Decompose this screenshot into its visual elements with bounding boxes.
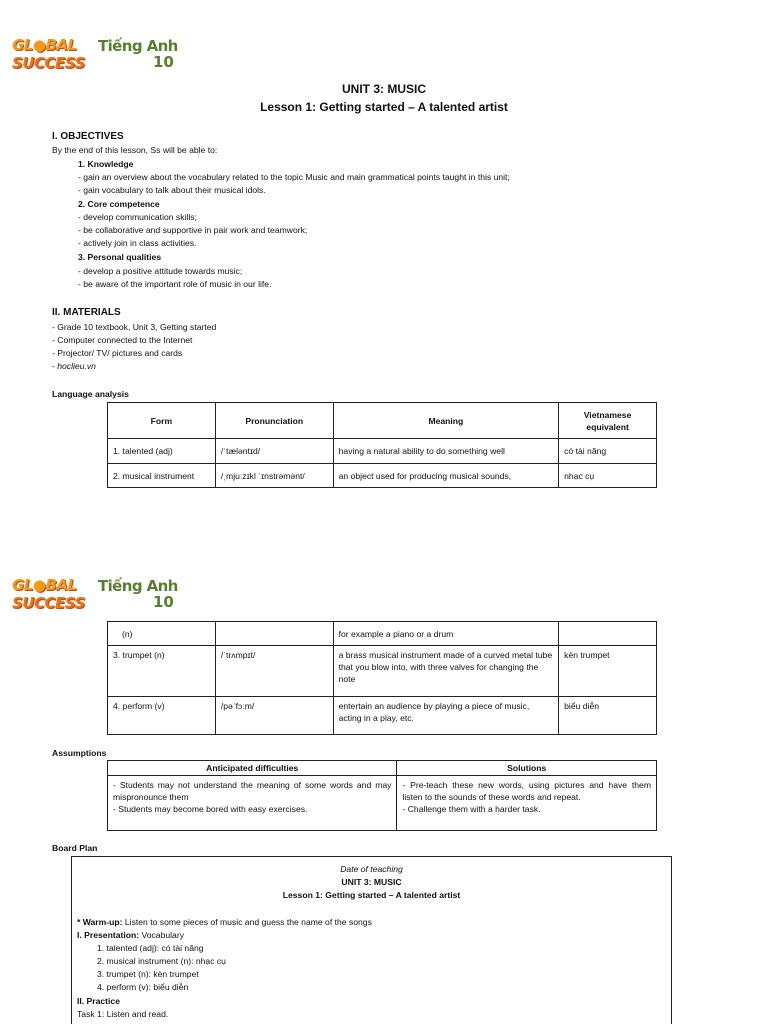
cell-difficulties	[108, 776, 397, 831]
board-vocab-item: 2. musical instrument (n): nhạc cụ	[97, 956, 226, 966]
cell-form: 2. musical instrument	[108, 464, 216, 488]
logo-line-1: GL●BAL	[12, 36, 77, 54]
cell-vietnamese	[559, 622, 657, 646]
cell-solutions	[397, 776, 657, 831]
lesson-title: Lesson 1: Getting started – A talented artist	[260, 100, 508, 114]
logo-mark	[12, 576, 92, 618]
table-row	[108, 622, 657, 646]
cell-vietnamese: nhạc cụ	[559, 464, 657, 488]
cell-vietnamese: có tài năng	[559, 439, 657, 464]
cell-vietnamese: biểu diễn	[559, 697, 657, 735]
header-pronunciation: Pronunciation	[215, 403, 333, 439]
board-plan-box	[71, 856, 672, 1024]
language-analysis-table	[107, 402, 657, 488]
table-row	[108, 776, 657, 831]
unit-title: UNIT 3: MUSIC	[342, 82, 426, 96]
board-vocab-item: 4. perform (v): biểu diễn	[97, 982, 189, 992]
logo-mark	[12, 36, 92, 78]
competence-heading: 2. Core competence	[78, 199, 160, 209]
cell-meaning: entertain an audience by playing a piece of music, acting in a play, etc.	[333, 697, 559, 735]
materials-dash: -	[52, 361, 58, 371]
knowledge-heading: 1. Knowledge	[78, 159, 134, 169]
cell-pronunciation: /ˈtæləntɪd/	[215, 439, 333, 464]
competence-item: - be collaborative and supportive in pair work and teamwork;	[78, 225, 308, 235]
cell-vietnamese: kèn trumpet	[559, 646, 657, 697]
brand-grade: 10	[153, 593, 174, 611]
logo-line-2: SUCCESS	[12, 594, 85, 612]
header-form: Form	[108, 403, 216, 439]
board-task1: Task 1: Listen and read.	[77, 1009, 169, 1019]
warmup-text: Listen to some pieces of music and guess the name of the songs	[122, 917, 372, 927]
brand-text: Tiếng Anh	[98, 577, 178, 595]
table-row	[108, 439, 657, 464]
table-row	[108, 697, 657, 735]
solution-item: - Challenge them with a harder task.	[402, 804, 541, 814]
competence-item: - actively join in class activities.	[78, 238, 197, 248]
difficulty-item: - Students may not understand the meaning of some words and may mispronounce them	[113, 780, 392, 802]
cell-pronunciation: /ˈtrʌmpɪt/	[215, 646, 333, 697]
cell-form: 3. trumpet (n)	[108, 646, 216, 697]
cell-form: 1. talented (adj)	[108, 439, 216, 464]
language-analysis-label: Language analysis	[52, 389, 129, 399]
header-difficulties: Anticipated difficulties	[108, 761, 397, 776]
logo-line-1: GL●BAL	[12, 576, 77, 594]
board-unit: UNIT 3: MUSIC	[341, 877, 402, 887]
presentation-label: I. Presentation:	[77, 930, 140, 940]
global-success-logo	[12, 36, 192, 78]
table-row	[108, 464, 657, 488]
hoclieu-link[interactable]: hoclieu.vn	[57, 361, 96, 371]
difficulty-item: - Students may become bored with easy exercises.	[113, 804, 308, 814]
materials-item: - Computer connected to the Internet	[52, 335, 193, 345]
header-vietnamese: Vietnamese equivalent	[559, 403, 657, 439]
table-row	[108, 646, 657, 697]
logo-line-2: SUCCESS	[12, 54, 85, 72]
materials-item: - Grade 10 textbook, Unit 3, Getting started	[52, 322, 217, 332]
cell-pronunciation: /ˌmjuːzɪkl ˈɪnstrəmənt/	[215, 464, 333, 488]
presentation-text: Vocabulary	[139, 930, 184, 940]
assumptions-table	[107, 760, 657, 831]
assumptions-label: Assumptions	[52, 748, 107, 758]
materials-item	[52, 361, 96, 372]
cell-pronunciation	[215, 622, 333, 646]
materials-item: - Projector/ TV/ pictures and cards	[52, 348, 183, 358]
cell-pronunciation: /pəˈfɔːm/	[215, 697, 333, 735]
board-warmup	[77, 917, 372, 927]
board-practice: II. Practice	[77, 996, 120, 1006]
header-solutions: Solutions	[397, 761, 657, 776]
header-meaning: Meaning	[333, 403, 558, 439]
global-success-logo	[12, 576, 192, 618]
qualities-item: - develop a positive attitude towards music;	[78, 266, 243, 276]
table-header-row	[108, 403, 657, 439]
cell-form: 4. perform (v)	[108, 697, 216, 735]
cell-meaning: a brass musical instrument made of a curved metal tube that you blow into, with three valves for changing the note	[333, 646, 559, 697]
cell-meaning: for example a piano or a drum	[333, 622, 559, 646]
board-date: Date of teaching	[340, 864, 403, 874]
board-presentation	[77, 930, 184, 940]
qualities-heading: 3. Personal qualities	[78, 252, 162, 262]
cell-form: (n)	[108, 622, 216, 646]
cell-meaning: having a natural ability to do something well	[333, 439, 558, 464]
knowledge-item: - gain vocabulary to talk about their musical idols.	[78, 185, 266, 195]
board-vocab-item: 1. talented (adj): có tài năng	[97, 943, 204, 953]
brand-text: Tiếng Anh	[98, 37, 178, 55]
warmup-label: * Warm-up:	[77, 917, 123, 927]
language-analysis-table-continued	[107, 621, 657, 735]
objectives-intro: By the end of this lesson, Ss will be able to:	[52, 145, 218, 155]
board-plan-label: Board Plan	[52, 843, 98, 853]
competence-item: - develop communication skills;	[78, 212, 197, 222]
materials-heading: II. MATERIALS	[52, 307, 121, 318]
board-lesson: Lesson 1: Getting started – A talented artist	[282, 890, 461, 900]
qualities-item: - be aware of the important role of music in our life.	[78, 279, 272, 289]
cell-meaning: an object used for producing musical sounds,	[333, 464, 558, 488]
board-vocab-item: 3. trumpet (n): kèn trumpet	[97, 969, 199, 979]
objectives-heading: I. OBJECTIVES	[52, 131, 124, 142]
table-header-row	[108, 761, 657, 776]
brand-grade: 10	[153, 53, 174, 71]
solution-item: - Pre-teach these new words, using pictures and have them listen to the sounds of these words and repeat.	[402, 780, 651, 802]
knowledge-item: - gain an overview about the vocabulary related to the topic Music and main grammatical points taught in this unit;	[78, 172, 510, 182]
